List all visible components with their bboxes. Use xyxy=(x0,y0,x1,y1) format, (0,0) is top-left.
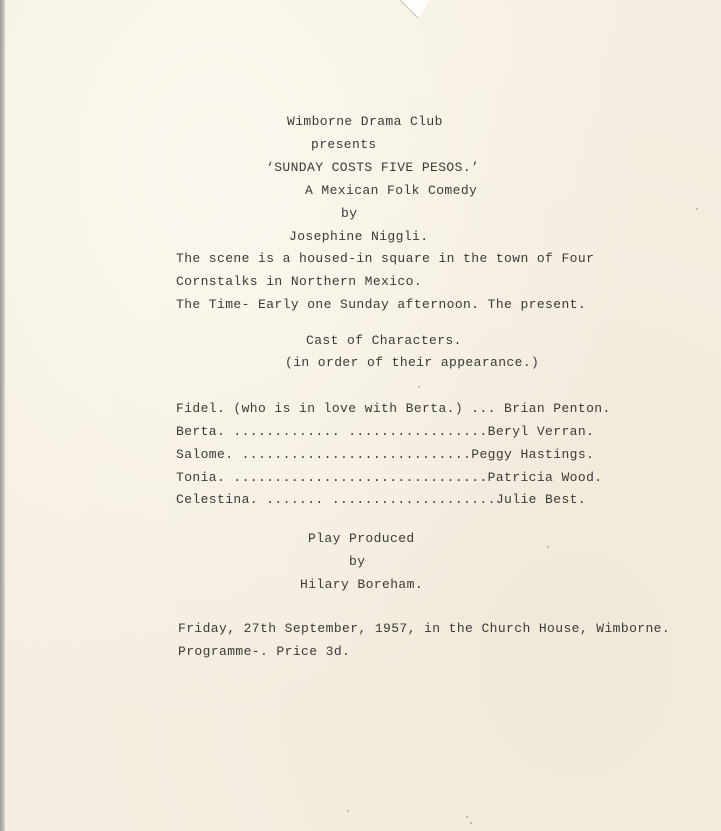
cast-row-berta: Berta. ............. .................Beryl Verran. xyxy=(176,424,595,439)
presents-line: presents xyxy=(311,137,377,152)
cast-row-fidel: Fidel. (who is in love with Berta.) ... Brian Penton. xyxy=(176,401,611,416)
time-line: The Time- Early one Sunday afternoon. The present. xyxy=(176,297,587,312)
club-name: Wimborne Drama Club xyxy=(287,114,443,129)
producer-name: Hilary Boreham. xyxy=(300,577,424,592)
paper-speck xyxy=(418,386,420,388)
programme-price: Programme-. Price 3d. xyxy=(178,644,351,659)
play-genre: A Mexican Folk Comedy xyxy=(305,183,478,198)
paper-speck xyxy=(696,208,698,210)
cast-row-salome: Salome. ............................Peggy Hastings. xyxy=(176,447,595,462)
paper-speck xyxy=(347,810,349,812)
cast-row-tonia: Tonia. ...............................Patricia Wood. xyxy=(176,470,603,485)
performance-details: Friday, 27th September, 1957, in the Church House, Wimborne. xyxy=(178,621,671,636)
produced-line: Play Produced xyxy=(308,531,415,546)
cast-subheading: (in order of their appearance.) xyxy=(285,355,540,370)
scene-line-1: The scene is a housed-in square in the town of Four xyxy=(176,251,595,266)
produced-by-line: by xyxy=(349,554,366,569)
play-title: ‘SUNDAY COSTS FIVE PESOS.’ xyxy=(266,160,480,175)
cast-row-celestina: Celestina. ....... ....................Julie Best. xyxy=(176,492,587,507)
fold-mark xyxy=(400,0,430,18)
paper-speck xyxy=(470,822,472,824)
paper-speck xyxy=(547,546,549,548)
scene-line-2: Cornstalks in Northern Mexico. xyxy=(176,274,423,289)
paper-edge xyxy=(0,0,5,831)
paper-speck xyxy=(466,816,468,818)
by-line: by xyxy=(341,206,358,221)
cast-heading: Cast of Characters. xyxy=(306,333,462,348)
author-name: Josephine Niggli. xyxy=(289,229,429,244)
